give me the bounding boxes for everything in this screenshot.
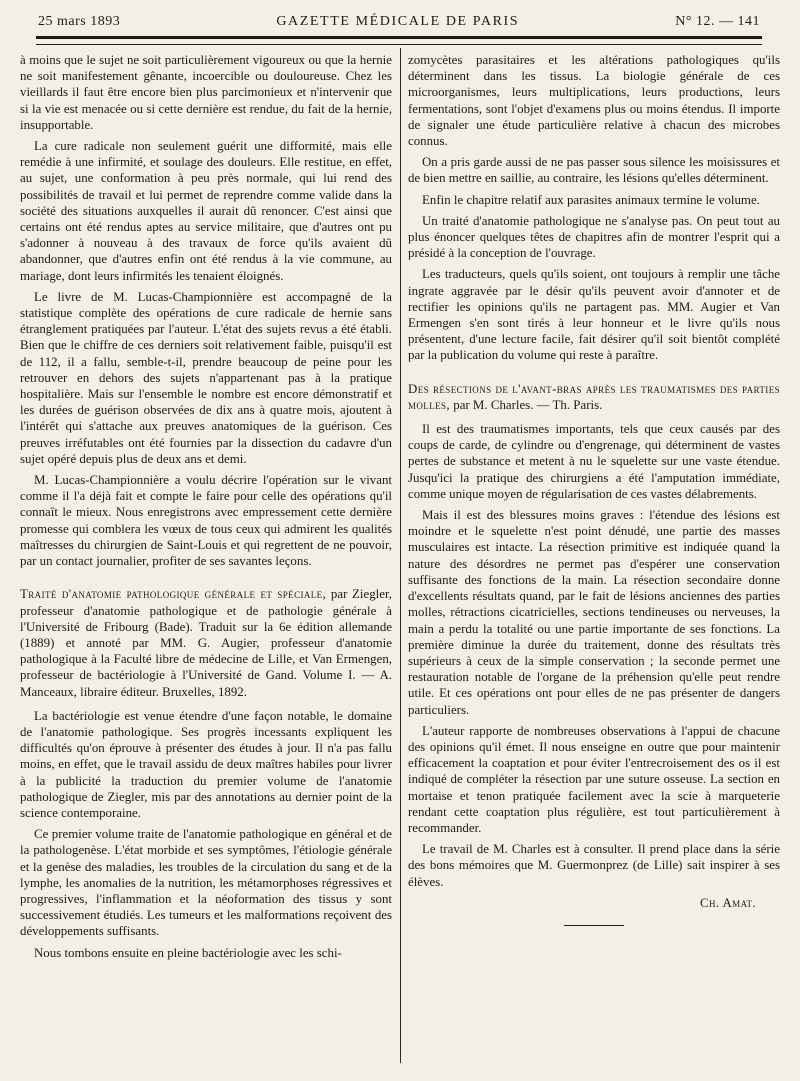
paragraph: Le livre de M. Lucas-Championnière est accompagné de la statistique complète des opérations de cure radicale de hernie sans étranglement pratiquées par l'auteur. L'état des sujets revus a été établi. Bien que le chiffre de ces derniers soit relativement faible, puisqu'il est de 112, il a fallu, semble-t-il, prendre beaucoup de peine pour les retrouver en dehors des sujets n'appartenant pas à la pratique hospitalière. Mais sur l'ensemble le nombre est encore démonstratif et les durées de guérison observées de dix ans à quatre mois, ajoutent à l'intérêt qui s'attache aux preuves anatomiques de la guérison. Ces preuves irréfutables ont été fournies par la dissection du cadavre d'un sujet opéré depuis plus de deux ans et demi. bbox=[20, 289, 392, 466]
end-rule bbox=[564, 925, 624, 926]
header-issue: N° 12. — 141 bbox=[675, 14, 760, 29]
review-heading bbox=[408, 381, 780, 413]
paragraph: On a pris garde aussi de ne pas passer sous silence les moisissures et de bien mettre en saillie, au contraire, les lésions qu'elles déterminent. bbox=[408, 155, 780, 186]
review-title: Traité d'anatomie pathologique générale et spéciale, bbox=[20, 587, 327, 602]
review-citation: par Ziegler, professeur d'anatomie pathologique et de pathologie générale à l'Université de Fribourg (Bade). Traduit sur la 6e édition allemande (1889) et annoté par MM. G. Augier, professeur d'anatomie pathologique à la Faculté libre de médecine de Lille, et Van Ermengen, professeur de bactériologie à l'Université de Gand. Volume I. — A. Manceaux, libraire éditeur. Bruxelles, 1892. bbox=[20, 587, 392, 699]
section-spacer bbox=[20, 574, 392, 586]
paragraph: Enfin le chapitre relatif aux parasites animaux termine le volume. bbox=[422, 192, 760, 207]
paragraph: à moins que le sujet ne soit particulièrement vigoureux ou que la hernie ne soit manifestement gênante, incoercible ou douloureuse. Chez les vieillards il faut être encore bien plus parcimonieux et n'intervenir que si la vie est menacée ou si cette dernière est rendue, du fait de la hernie, insupportable. bbox=[20, 53, 392, 132]
header-date: 25 mars 1893 bbox=[38, 14, 121, 29]
page-header bbox=[38, 14, 760, 38]
paragraph: M. Lucas-Championnière a voulu décrire l'opération sur le vivant comme il l'a déjà fait et compte le faire pour celle des opérations qu'il connaît le mieux. Nous enregistrons avec empressement cette dernière promesse qui comblera les vœux de tous ceux qui admirent les qualités maîtresses du chirurgien de Saint-Louis et qui regrettent de ne pouvoir, par un contact journalier, profiter de ses savantes leçons. bbox=[20, 473, 392, 569]
paragraph: Il est des traumatismes importants, tels que ceux causés par des coups de carde, de cylindre ou d'engrenage, qui déterminent de vastes pertes de substance et metent à nu le squelette sur une vaste étendue. Jusqu'ici la pratique des chirurgiens a été l'amputation immédiate, comme unique moyen de régularisation de ces vastes délabrements. bbox=[408, 422, 780, 501]
paragraph: zomycètes parasitaires et les altérations pathologiques qu'ils déterminent dans les tissus. La biologie générale de ces microorganismes, leurs multiplications, leurs productions, leurs fermentations, sont l'objet d'examens plus ou moins étendus. Il importe de signaler une étude particulière relative à chacun des microbes connus. bbox=[408, 53, 780, 149]
paragraph: La bactériologie est venue étendre d'une façon notable, le domaine de l'anatomie pathologique. Ses progrès incessants expliquent les difficultés qu'on éprouve à présenter des études à jour. Il n'a pas fallu moins, en effet, que le travail assidu de deux maîtres habiles pour livrer à la publicité la traduction du premier volume de l'anatomie pathologique de Ziegler, mis par des annotations au dernier point de la science contemporaine. bbox=[20, 708, 392, 820]
left-column bbox=[20, 52, 392, 1065]
review-title: Des résections de l'avant-bras après les traumatismes des parties molles, bbox=[408, 381, 780, 412]
header-title: GAZETTE MÉDICALE DE PARIS bbox=[276, 14, 520, 29]
paragraph: Mais il est des blessures moins graves : l'étendue des lésions est moindre et le squelette n'est point dénudé, une partie des masses musculaires est intacte. La résection primitive est indiquée quand la nature des désordres ne permet pas d'espérer une conservation suffisante des fonctions de la main. La résection secondaire donne d'excellents résultats quand, par le fait de lésions anciennes des parties molles, rétractions cicatricielles, sections tendineuses ou nerveuses, la main a perdu la totalité ou une partie importante de ses fonctions. La première diminue la durée du traitement, donne des résultats très supérieurs à ceux de la simple conservation ; la seconde permet une restauration notable de l'organe de la préhension qu'elle peut rendre utile. Et ces opérations ont pour elles de ne pas présenter de dangers particuliers. bbox=[408, 508, 780, 717]
signature: Ch. Amat. bbox=[700, 895, 756, 910]
paragraph: Nous tombons ensuite en pleine bactériologie avec les schi- bbox=[34, 945, 342, 960]
paragraph: L'auteur rapporte de nombreuses observations à l'appui de chacune des opinions qu'il émet. Il nous enseigne en outre que pour maintenir efficacement la coaptation et pour éviter l'entrecroisement des os il est indiqué de compléter la résection par une suture osseuse. La section en mortaise et tenon pratiquée facilement avec la scie à marqueterie rendant cette coaptation plus régulière, est tout particulièrement à recommander. bbox=[408, 723, 780, 835]
section-spacer bbox=[408, 369, 780, 381]
paragraph: Un traité d'anatomie pathologique ne s'analyse pas. On peut tout au plus énoncer quelques têtes de chapitres afin de montrer l'esprit qui a présidé à la conception de l'ouvrage. bbox=[408, 213, 780, 261]
paragraph: La cure radicale non seulement guérit une difformité, mais elle remédie à une infirmité, et soulage des douleurs. Elle restitue, en effet, au sujet, une conformation à peu près normale, qui lui rend des possibilités de travail et lui permet de reprendre comme valide dans la société des situations auxquelles il aurait dû renoncer. C'est ainsi que certains ont été rendus aptes au service militaire, que d'autres ont pu s'adonner à nouveau à des travaux de force qu'ils avaient dû abandonner, que d'autres enfin ont été rendus à la vie commune, au mariage, dont leurs infirmités les tenaient éloignés. bbox=[20, 139, 392, 283]
paragraph: Le travail de M. Charles est à consulter. Il prend place dans la série des bons mémoires que M. Guermonprez (de Lille) sait inspirer à ses élèves. bbox=[408, 842, 780, 889]
paragraph: Les traducteurs, quels qu'ils soient, ont toujours à remplir une tâche ingrate aggravée par le désir qu'ils peuvent avoir d'annoter et de rectifier les opinions qu'ils ne partagent pas. MM. Augier et Van Ermengen s'en sont tirés à leur honneur et le livre qu'ils nous présentent, d'une lecture facile, fait désirer qu'il soit bientôt complété par la publication du volume qui reste à paraître. bbox=[408, 267, 780, 363]
paragraph: Ce premier volume traite de l'anatomie pathologique en général et de la pathologenèse. L'état morbide et ses symptômes, l'étiologie générale et la genèse des maladies, les troubles de la circulation du sang et de la lymphe, les anomalies de la nutrition, les métamorphoses régressives et progressives, l'inflammation et la néoformation des tissus y sont successivement étudiés. Les tumeurs et les malformations reçoivent des développements suffisants. bbox=[20, 827, 392, 939]
review-heading bbox=[20, 586, 392, 699]
review-citation: par M. Charles. — Th. Paris. bbox=[450, 397, 603, 412]
header-rule bbox=[36, 36, 762, 45]
right-column bbox=[408, 52, 780, 1065]
column-divider bbox=[400, 48, 401, 1063]
